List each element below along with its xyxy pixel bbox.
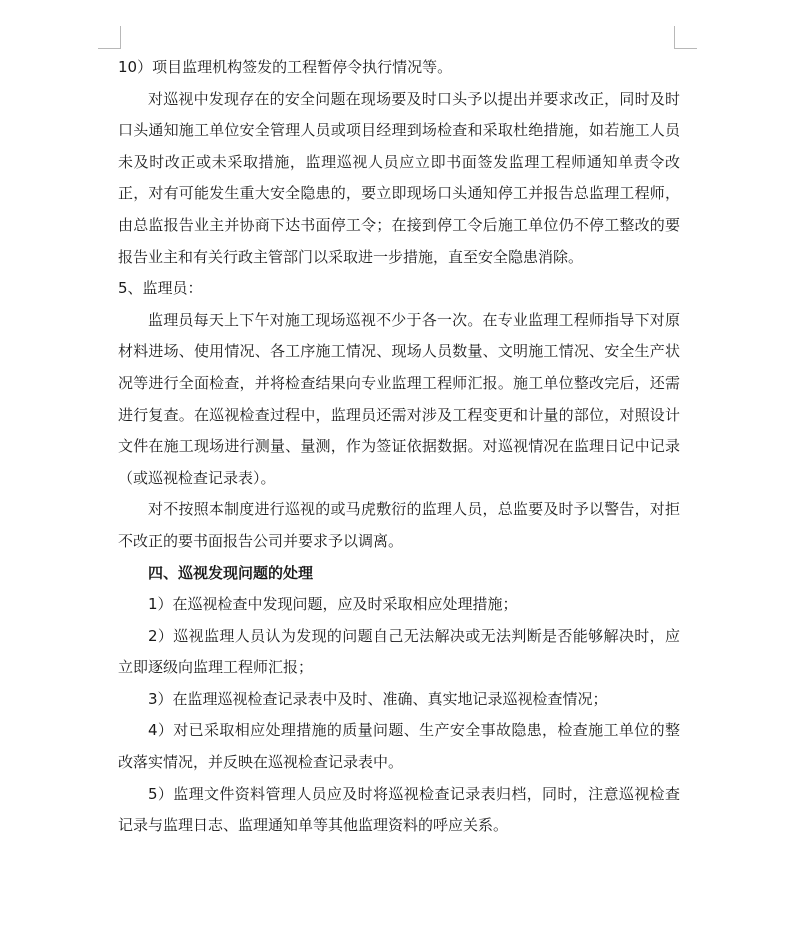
list-item-3: 3）在监理巡视检查记录表中及时、准确、真实地记录巡视检查情况； (148, 689, 608, 708)
list-item-2: 2）巡视监理人员认为发现的问题自己无法解决或无法判断是否能够解决时，应立即逐级向监理工程师汇报； (118, 626, 680, 677)
crop-mark-top-right (674, 26, 697, 49)
list-item-5: 5）监理文件资料管理人员应及时将巡视检查记录表归档，同时，注意巡视检查记录与监理日志、监理通知单等其他监理资料的呼应关系。 (118, 784, 680, 835)
section-supervisor-label: 5、监理员： (118, 279, 203, 298)
crop-mark-top-left (98, 26, 121, 49)
paragraph-noncompliance: 对不按照本制度进行巡视的或马虎敷衍的监理人员，总监要及时予以警告，对拒不改正的要书面报告公司并要求予以调离。 (118, 500, 680, 550)
paragraph-safety-issues: 对巡视中发现存在的安全问题在现场要及时口头予以提出并要求改正，同时及时口头通知施工单位安全管理人员或项目经理到场检查和采取杜绝措施，如若施工人员未及时改正或未采取措施，监理巡视人员应立即书面签发监理工程师通知单责令改正，对有可能发生重大安全隐患的，要立即现场口头通知停工并报告总监理工程师，由总监报告业主并协商下达书面停工令；在接到停工令后施工单位仍不停工整改的要报告业主和有关行政主管部门以采取进一步措施，直至安全隐患消除。 (118, 89, 680, 266)
list-item-4: 4）对已采取相应处理措施的质量问题、生产安全事故隐患，检查施工单位的整改落实情况，并反映在巡视检查记录表中。 (118, 721, 680, 772)
list-item-1: 1）在巡视检查中发现问题，应及时采取相应处理措施； (148, 595, 518, 614)
paragraph-supervisor-duties: 监理员每天上下午对施工现场巡视不少于各一次。在专业监理工程师指导下对原材料进场、使用情况、各工序施工情况、现场人员数量、文明施工情况、安全生产状况等进行全面检查，并将检查结果向专业监理工程师汇报。施工单位整改完后，还需进行复查。在巡视检查过程中，监理员还需对涉及工程变更和计量的部位，对照设计文件在施工现场进行测量、量测，作为签证依据数据。对巡视情况在监理日记中记录（或巡视检查记录表）。 (118, 310, 680, 487)
section-heading-issue-handling: 四、巡视发现问题的处理 (148, 563, 314, 582)
paragraph-list-item-10: 10）项目监理机构签发的工程暂停令执行情况等。 (118, 58, 453, 76)
document-body (118, 52, 680, 842)
